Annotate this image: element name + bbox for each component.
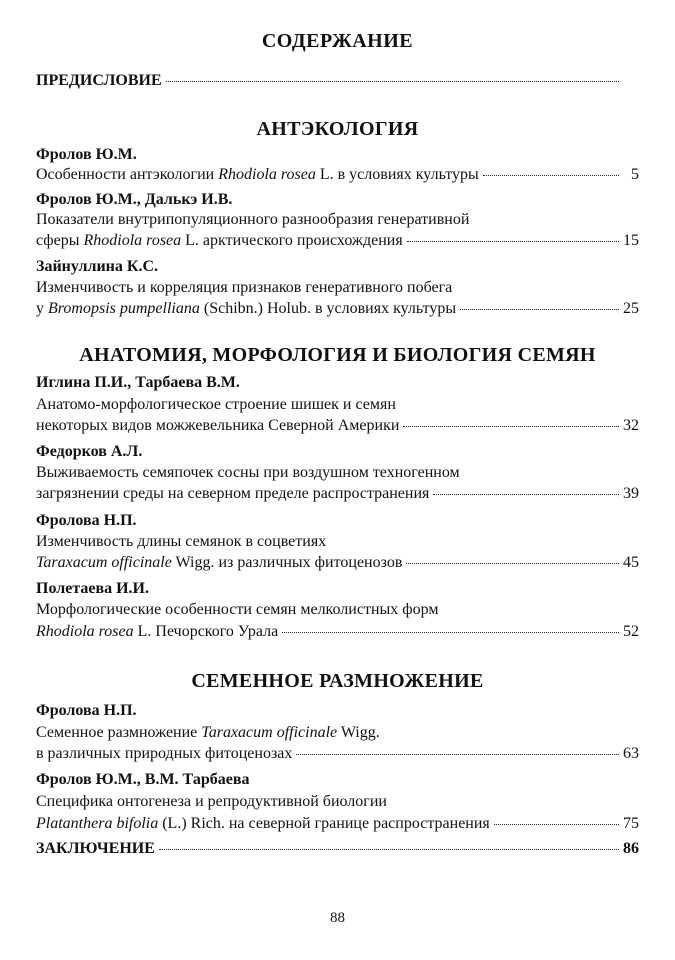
entry-authors: Зайнуллина К.С. bbox=[36, 258, 159, 275]
dot-leader bbox=[406, 563, 619, 564]
section-heading: СЕМЕННОЕ РАЗМНОЖЕНИЕ bbox=[191, 670, 484, 692]
entry-title: некоторых видов можжевельника Северной Америки bbox=[36, 417, 400, 434]
dot-leader bbox=[159, 849, 619, 850]
entry-authors: Фролов Ю.М. bbox=[36, 146, 137, 163]
entry-page: 15 bbox=[623, 232, 639, 249]
entry-page: 32 bbox=[623, 417, 639, 434]
entry-title-line: Показатели внутрипопуляционного разнообразия генеративной bbox=[36, 211, 470, 228]
entry-title-line: Морфологические особенности семян мелколистных форм bbox=[36, 601, 439, 618]
toc-entry bbox=[36, 166, 639, 184]
preface-entry bbox=[36, 72, 639, 90]
toc-title: СОДЕРЖАНИЕ bbox=[261, 30, 414, 52]
entry-authors: Иглина П.И., Тарбаева В.М. bbox=[36, 374, 240, 391]
toc-entry bbox=[36, 300, 639, 318]
dot-leader bbox=[483, 175, 619, 176]
dot-leader bbox=[166, 81, 619, 82]
entry-title: Platanthera bifolia (L.) Rich. на северной границе распространения bbox=[36, 815, 490, 832]
entry-title: Rhodiola rosea L. Печорского Урала bbox=[36, 623, 279, 640]
entry-authors: Фролова Н.П. bbox=[36, 702, 137, 719]
entry-title-line: Семенное размножение Taraxacum officinale Wigg. bbox=[36, 724, 380, 741]
entry-title: сферы Rhodiola rosea L. арктического происхождения bbox=[36, 232, 403, 249]
entry-page: 63 bbox=[623, 745, 639, 762]
dot-leader bbox=[282, 632, 619, 633]
preface-label: ПРЕДИСЛОВИЕ bbox=[36, 72, 162, 89]
dot-leader bbox=[433, 494, 619, 495]
toc-entry bbox=[36, 554, 639, 572]
page-number: 88 bbox=[330, 910, 345, 926]
entry-page: 52 bbox=[623, 623, 639, 640]
dot-leader bbox=[403, 426, 619, 427]
toc-entry bbox=[36, 623, 639, 641]
section-heading: АНТЭКОЛОГИЯ bbox=[256, 118, 419, 140]
entry-title-line: Выживаемость семяпочек сосны при воздушном техногенном bbox=[36, 464, 460, 481]
conclusion-page: 86 bbox=[623, 840, 639, 857]
entry-title: Особенности антэкологии Rhodiola rosea L. в условиях культуры bbox=[36, 166, 479, 183]
toc-entry bbox=[36, 417, 639, 435]
entry-authors: Фролов Ю.М., В.М. Тарбаева bbox=[36, 771, 250, 788]
dot-leader bbox=[407, 241, 619, 242]
entry-title-line: Изменчивость длины семянок в соцветиях bbox=[36, 533, 327, 550]
entry-title: у Bromopsis pumpelliana (Schibn.) Holub. в условиях культуры bbox=[36, 300, 457, 317]
conclusion-label: ЗАКЛЮЧЕНИЕ bbox=[36, 840, 155, 857]
entry-title-line: Анатомо-морфологическое строение шишек и семян bbox=[36, 396, 396, 413]
entry-title: Taraxacum officinale Wigg. из различных фитоценозов bbox=[36, 554, 403, 571]
toc-entry bbox=[36, 232, 639, 250]
entry-page: 5 bbox=[631, 166, 639, 183]
toc-entry bbox=[36, 485, 639, 503]
entry-title: в различных природных фитоценозах bbox=[36, 745, 293, 762]
dot-leader bbox=[296, 754, 619, 755]
dot-leader bbox=[494, 824, 619, 825]
toc-entry bbox=[36, 815, 639, 833]
entry-authors: Фролов Ю.М., Далькэ И.В. bbox=[36, 191, 233, 208]
section-heading: АНАТОМИЯ, МОРФОЛОГИЯ И БИОЛОГИЯ СЕМЯН bbox=[79, 344, 596, 366]
entry-page: 25 bbox=[623, 300, 639, 317]
entry-page: 45 bbox=[623, 554, 639, 571]
entry-title-line: Изменчивость и корреляция признаков генеративного побега bbox=[36, 279, 453, 296]
entry-title-line: Специфика онтогенеза и репродуктивной биологии bbox=[36, 793, 387, 810]
entry-authors: Федорков А.Л. bbox=[36, 443, 143, 460]
entry-title: загрязнении среды на северном пределе распространения bbox=[36, 485, 430, 502]
conclusion-entry bbox=[36, 840, 639, 858]
dot-leader bbox=[460, 309, 619, 310]
entry-authors: Полетаева И.И. bbox=[36, 580, 149, 597]
toc-entry bbox=[36, 745, 639, 763]
entry-authors: Фролова Н.П. bbox=[36, 512, 137, 529]
entry-page: 75 bbox=[623, 815, 639, 832]
entry-page: 39 bbox=[623, 485, 639, 502]
